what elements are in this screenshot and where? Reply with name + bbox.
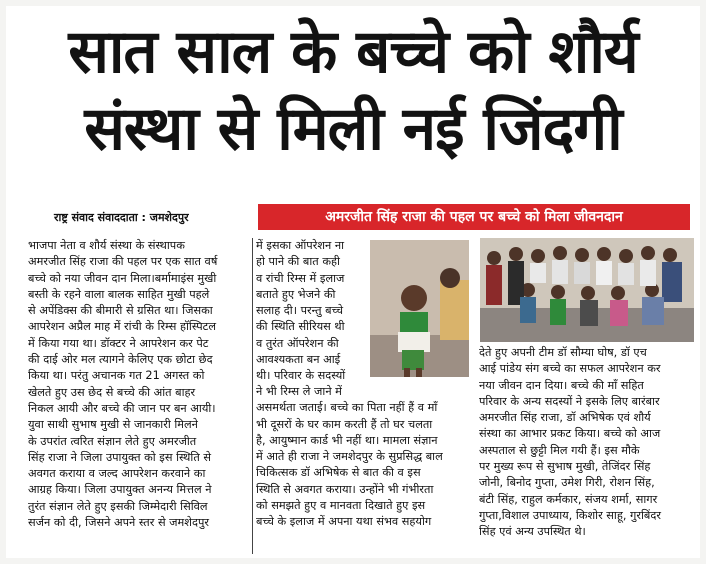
article-line: की दाई ओर मल त्यागने केलिए एक छोटा छेद xyxy=(28,353,213,367)
article-line: असमर्थता जताई। बच्चे का पिता नहीं हैं व माँ xyxy=(256,401,438,415)
article-line: ने भी रिम्स ले जाने में xyxy=(256,385,342,398)
article-line: अवगत कराया व जल्द आपरेशन करवाने का xyxy=(28,467,206,481)
article-line: परिवार के अन्य सदस्यों ने इसके लिए बारंबार xyxy=(479,394,660,408)
article-line: संस्था का आभार प्रकट किया। बच्चे को आज xyxy=(479,427,661,441)
article-line: नया जीवन दान दिया। बच्चे की माँ सहित xyxy=(479,378,644,392)
article-line: में इसका ऑपरेशन ना xyxy=(256,239,345,252)
article-line: हो पाने की बात कही xyxy=(256,255,340,269)
headline-line-1: सात साल के बच्चे को शौर्य xyxy=(68,17,638,87)
article-line: पर मुख्य रूप से सुभाष मुखी, तेजिंदर सिंह xyxy=(479,460,651,474)
article-line: भाजपा नेता व शौर्य संस्था के संस्थापक xyxy=(28,239,185,252)
article-line: है, आयुष्मान कार्ड भी नहीं था। मामला संज्ञान xyxy=(256,433,438,447)
article-line: अस्पताल से छुट्टी मिल गयी हैं। इस मौके xyxy=(479,443,640,457)
article-line: आई पांडेय संग बच्चे का सफल आपरेशन कर xyxy=(479,362,661,376)
article-line: खेलते हुए उस छेद से बच्चे की आंत बाहर xyxy=(28,385,196,399)
subheadline-banner: अमरजीत सिंह राजा की पहल पर बच्चे को मिला जीवनदान xyxy=(258,204,690,230)
article-line: में किया गया था। डॉक्टर ने आपरेशन कर पेट xyxy=(28,336,209,350)
child-photo xyxy=(370,240,469,377)
article-line: आवश्यकता बन आई xyxy=(256,353,341,367)
article-line: चिकित्सक डॉ अभिषेक से बात की व इस xyxy=(256,466,421,480)
article-line: बच्चे को नया जीवन दान मिला।बर्मामाइंस मुखी xyxy=(28,271,217,285)
article-line: आपरेशन अप्रैल माह में रांची के रिम्स हॉस्पिटल xyxy=(28,320,217,334)
article-line: सिंह राजा ने जिला उपायुक्त को इस स्थिति से xyxy=(28,450,211,464)
article-line: में आते ही राजा ने जमशेदपुर के सुप्रसिद्ध बाल xyxy=(256,450,443,464)
article-line: देते हुए अपनी टीम डॉ सौम्या घोष, डॉ एच xyxy=(479,346,647,359)
article-line: बच्चे के इलाज में अपना यथा संभव सहयोग xyxy=(256,515,432,529)
column-divider xyxy=(252,238,253,554)
article-line: अमरजीत सिंह राजा की पहल पर एक सात वर्ष xyxy=(28,255,218,269)
article-line: सलाह दी। परन्तु बच्चे xyxy=(256,304,344,318)
article-line: तुरंत संज्ञान लेते हुए इसकी जिम्मेदारी सिविल xyxy=(28,499,208,513)
article-line: की स्थिति सीरियस थी xyxy=(256,320,345,334)
article-line: व रांची रिम्स में इलाज xyxy=(256,271,345,285)
article-line: के उपरांत त्वरित संज्ञान लेते हुए अमरजीत xyxy=(28,434,197,448)
article-line: बंटी सिंह, राहुल कर्मकार, संजय शर्मा, सागर xyxy=(479,492,658,506)
article-line: स्थिति से अवगत कराया। उन्होंने भी गंभीरता xyxy=(256,482,434,496)
article-column-2-top xyxy=(256,238,361,385)
article-column-1 xyxy=(28,238,248,531)
article-line: गुप्ता,विशाल उपाध्याय, किशोर साहू, गुरबिंदर xyxy=(479,508,661,522)
article-line: सिंह एवं अन्य उपस्थित थे। xyxy=(479,525,586,539)
article-line: किया था। परंतु अचानक गत 21 अगस्त को xyxy=(28,369,205,383)
article-line: बस्ती के रहने वाला बालक साहित मुखी पहले xyxy=(28,287,210,301)
group-photo-illustration xyxy=(480,238,694,342)
article-line: युवा साथी सुभाष मुखी से जानकारी मिलने xyxy=(28,418,198,432)
newspaper-clipping xyxy=(6,6,700,558)
child-photo-illustration xyxy=(370,240,469,377)
group-photo xyxy=(480,238,694,342)
article-line: व तुरंत ऑपरेशन की xyxy=(256,336,339,350)
article-line: सर्जन को दी, जिसने अपने स्तर से जमशेदपुर xyxy=(28,516,210,530)
article-line: से अपेंडिक्स की बीमारी से ग्रसित था। जिसका xyxy=(28,304,213,318)
article-line: अमरजीत सिंह राजा, डॉ अभिषेक एवं शौर्य xyxy=(479,411,651,425)
article-line: बताते हुए भेजने की xyxy=(256,287,336,301)
article-column-3 xyxy=(479,345,693,541)
article-line: निकल आयी और बच्चे की जान पर बन आयी। xyxy=(28,401,216,415)
article-line: भी दूसरों के घर काम करती हैं तो घर चलता xyxy=(256,417,433,431)
headline-line-2: संस्था से मिली नई जिंदगी xyxy=(84,94,622,164)
article-column-2-bottom xyxy=(256,384,470,531)
article-line: थी। परिवार के सदस्यों xyxy=(256,369,346,383)
byline: राष्ट्र संवाद संवाददाता : जमशेदपुर xyxy=(54,211,189,224)
article-line: को समझते हुए व मानवता दिखाते हुए इस xyxy=(256,499,426,513)
article-line: जोनी, बिनोद गुप्ता, उमेश गिरी, रोशन सिंह, xyxy=(479,476,655,490)
article-line: आग्रह किया। जिला उपायुक्त अनन्य मित्तल ने xyxy=(28,483,212,497)
